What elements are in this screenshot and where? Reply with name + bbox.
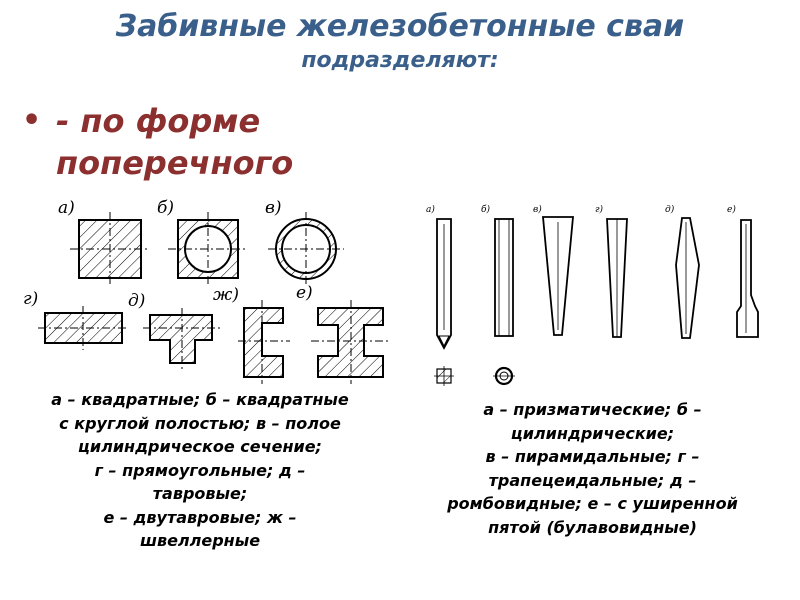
- left-caption-line: швеллерные: [139, 531, 261, 550]
- left-caption-line: г – прямоугольные; д –: [94, 460, 306, 480]
- pile-e-club: [737, 220, 758, 337]
- pile-profile-group: [426, 204, 758, 386]
- label-b: б): [157, 198, 175, 218]
- right-caption-line: а – призматические; б –: [483, 400, 702, 419]
- cross-section-group: [23, 198, 390, 384]
- right-caption-line: цилиндрические;: [510, 423, 675, 443]
- pile-d-rhomboid: [676, 218, 699, 338]
- pile-g-trapezoidal: [607, 219, 627, 337]
- right-label-v: в): [533, 205, 542, 215]
- label-g: г): [23, 289, 39, 309]
- label-e: е): [296, 283, 313, 303]
- slide-title-line2: подразделяют:: [301, 48, 499, 73]
- cross-section-b-square-hollow: [168, 212, 248, 286]
- left-caption-line: с круглой полостью; в – полое: [59, 413, 341, 433]
- right-label-a: а): [426, 205, 435, 215]
- right-label-d: д): [665, 205, 675, 215]
- pile-a-prismatic: [434, 219, 454, 386]
- cross-section-zh-channel: [238, 300, 290, 384]
- right-label-e: е): [727, 205, 736, 215]
- right-caption-line: ромбовидные; е – с уширенной: [447, 494, 738, 513]
- right-label-g: г): [595, 205, 604, 215]
- label-zh: ж): [213, 285, 239, 305]
- left-caption: [5, 388, 395, 553]
- right-label-b: б): [481, 205, 491, 215]
- right-caption-line: трапецеидальные; д –: [488, 470, 697, 490]
- cross-section-v-hollow-cylinder: [268, 212, 344, 286]
- cross-section-g-rectangular: [38, 306, 128, 350]
- slide-title-line1: Забивные железобетонные сваи: [115, 9, 685, 44]
- cross-section-a-square: [70, 212, 150, 286]
- cross-section-e-i-beam: [311, 300, 390, 384]
- left-caption-line: а – квадратные; б – квадратные: [51, 390, 349, 409]
- pile-v-pyramidal: [543, 217, 573, 335]
- pile-b-cylindrical: [493, 219, 515, 384]
- label-d: д): [128, 291, 146, 311]
- right-caption-line: пятой (булавовидные): [488, 517, 697, 537]
- label-a: а): [58, 198, 75, 218]
- right-caption: [405, 398, 780, 539]
- left-caption-line: е – двутавровые; ж –: [103, 507, 297, 527]
- right-caption-line: в – пирамидальные; г –: [485, 447, 700, 466]
- bullet-dot-icon: •: [22, 103, 42, 138]
- label-v: в): [265, 198, 282, 218]
- bullet-text: - по форме поперечного: [56, 102, 294, 182]
- left-caption-line: цилиндрическое сечение;: [78, 437, 322, 456]
- cross-section-d-tee: [143, 308, 220, 370]
- left-caption-line: тавровые;: [152, 484, 248, 503]
